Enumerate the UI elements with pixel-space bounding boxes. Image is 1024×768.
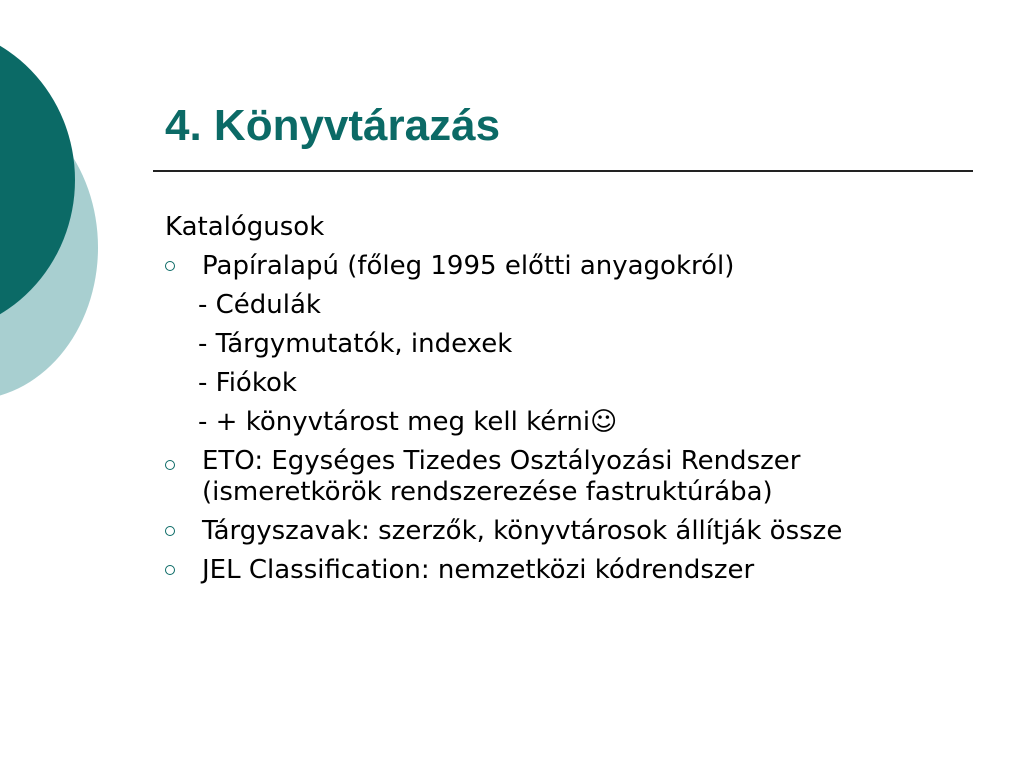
- bullet-text-continuation: (ismeretkörök rendszerezése fastruktúrába): [202, 477, 773, 507]
- bullet-item: [165, 551, 985, 590]
- sub-item: - + könyvtárost meg kell kérni☺: [198, 407, 618, 437]
- title-divider: [153, 170, 973, 172]
- slide-title: 4. Könyvtárazás: [165, 101, 501, 150]
- hollow-circle-icon: [165, 460, 175, 470]
- bullet-item: [165, 512, 985, 551]
- section-heading: Katalógusok: [165, 212, 325, 242]
- hollow-circle-icon: [165, 565, 175, 575]
- bullet-item: [165, 247, 985, 286]
- bullet-text: JEL Classification: nemzetközi kódrendszer: [202, 555, 755, 585]
- bullet-text: Papíralapú (főleg 1995 előtti anyagokról): [202, 251, 735, 281]
- sub-item: - Tárgymutatók, indexek: [198, 329, 513, 359]
- bullet-text: ETO: Egységes Tizedes Osztályozási Rendszer: [202, 446, 801, 476]
- sub-item: - Cédulák: [198, 290, 321, 320]
- sub-item: - Fiókok: [198, 368, 297, 398]
- slide-body: [165, 208, 985, 590]
- hollow-circle-icon: [165, 526, 175, 536]
- hollow-circle-icon: [165, 261, 175, 271]
- bullet-item: [165, 442, 985, 512]
- bullet-text: Tárgyszavak: szerzők, könyvtárosok állítják össze: [202, 516, 843, 546]
